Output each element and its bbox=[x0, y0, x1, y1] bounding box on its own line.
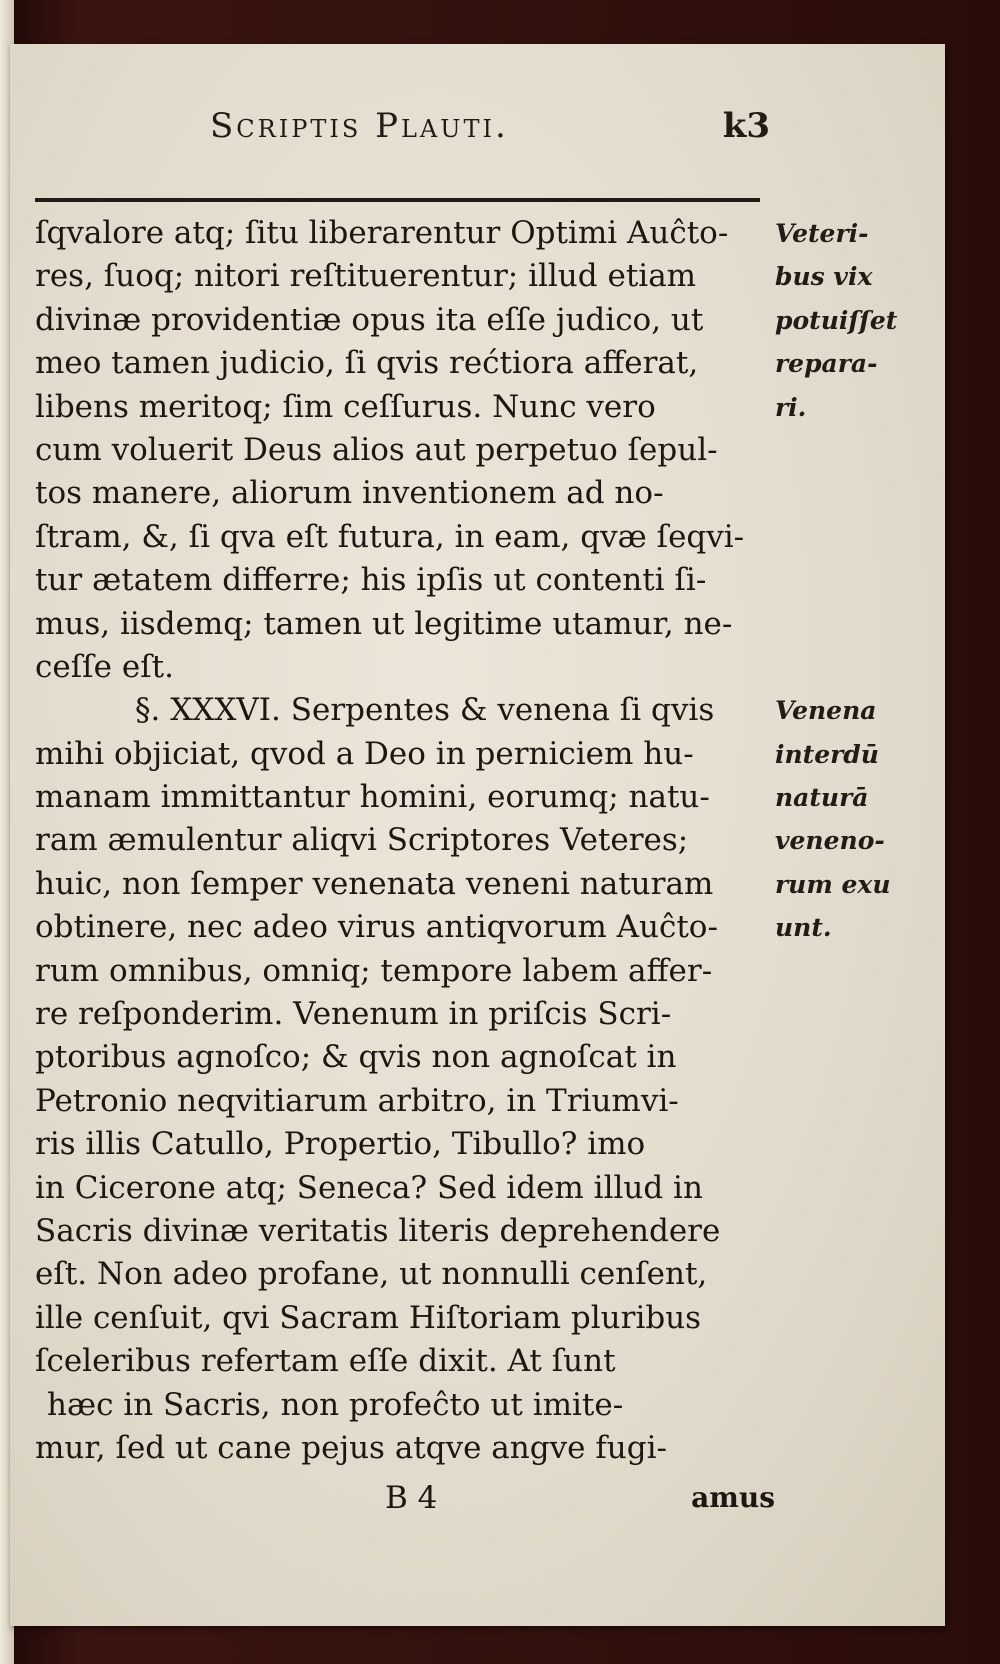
text-line: tur ætatem differre; his ipſis ut contenti ſi- bbox=[35, 562, 707, 599]
text-line: tos manere, aliorum inventionem ad no- bbox=[35, 475, 664, 512]
text-line: eſt. Non adeo profane, ut nonnulli cenſent, bbox=[35, 1256, 708, 1293]
page-footer bbox=[35, 1476, 775, 1520]
margin-note-spacer bbox=[775, 559, 935, 602]
margin-note-line: Veteri- bbox=[775, 219, 869, 248]
book-page bbox=[10, 44, 945, 1626]
text-line: ceſſe eſt. bbox=[35, 648, 174, 685]
text-line: mus, iisdemq; tamen ut legitime utamur, ne- bbox=[35, 605, 733, 642]
text-line: ſceleribus refertam eſſe dixit. At ſunt bbox=[35, 1343, 616, 1380]
running-head: Scriptis Plauti. bbox=[210, 106, 509, 146]
text-line: meo tamen judicio, ſi qvis rećtiora afferat, bbox=[35, 345, 699, 382]
margin-notes bbox=[775, 212, 935, 950]
margin-note-line: repara- bbox=[775, 349, 878, 379]
text-line: Petronio neqvitiarum arbitro, in Triumvi- bbox=[35, 1082, 679, 1119]
text-line: re reſponderim. Venenum in priſcis Scri- bbox=[35, 996, 672, 1033]
margin-note-line: ri. bbox=[775, 392, 807, 422]
text-line: obtinere, nec adeo virus antiqvorum Auĉto- bbox=[35, 909, 718, 946]
text-line: mihi objiciat, qvod a Deo in perniciem hu- bbox=[35, 735, 694, 772]
margin-note-line: interdū bbox=[775, 739, 879, 769]
header-rule bbox=[35, 198, 760, 202]
text-line: libens meritoq; ſim ceſſurus. Nunc vero bbox=[35, 388, 656, 425]
text-line: res, ſuoq; nitori reſtituerentur; illud etiam bbox=[35, 258, 697, 295]
text-line: ſtram, &, ſi qva eſt futura, in eam, qvæ ſeqvi- bbox=[35, 518, 745, 555]
margin-note-spacer bbox=[775, 472, 935, 515]
text-line: divinæ providentiæ opus ita eſſe judico, ut bbox=[35, 301, 704, 338]
text-line: Sacris divinæ veritatis literis deprehendere bbox=[35, 1212, 721, 1249]
catchword: amus bbox=[691, 1481, 775, 1514]
footer-signature: B 4 bbox=[385, 1480, 438, 1516]
margin-note-line: naturā bbox=[775, 783, 869, 813]
text-line: rum omnibus, omniq; tempore labem affer- bbox=[35, 952, 713, 989]
margin-note-line: Venena bbox=[775, 696, 877, 726]
text-line: ptoribus agnoſco; & qvis non agnoſcat in bbox=[35, 1039, 677, 1076]
text-line: mur, ſed ut cane pejus atqve angve fugi- bbox=[35, 1429, 667, 1466]
text-line: ſqvalore atq; ſitu liberarentur Optimi Auĉto- bbox=[35, 215, 729, 251]
margin-note-spacer bbox=[775, 603, 935, 646]
text-line: ram æmulentur aliqvi Scriptores Veteres; bbox=[35, 822, 689, 859]
text-line: hæc in Sacris, non profeĉto ut imite- bbox=[47, 1386, 624, 1423]
margin-note-line: unt. bbox=[775, 913, 832, 943]
margin-note-spacer bbox=[775, 516, 935, 559]
margin-note-line: bus vix bbox=[775, 262, 873, 292]
text-line: manam immittantur homini, eorumq; natu- bbox=[35, 779, 710, 816]
margin-note-line: potuiſſet bbox=[775, 305, 898, 335]
section-heading-line: §. XXXVI. Serpentes & venena ſi qvis bbox=[135, 692, 715, 729]
margin-note-line: veneno- bbox=[775, 826, 885, 856]
text-line: in Cicerone atq; Seneca? Sed idem illud in bbox=[35, 1169, 703, 1206]
margin-note-spacer bbox=[775, 429, 935, 472]
body-text bbox=[35, 212, 775, 1470]
page-header bbox=[210, 106, 770, 162]
margin-note-line: rum exu bbox=[775, 869, 891, 899]
signature-mark: k3 bbox=[722, 106, 770, 146]
text-line: huic, non ſemper venenata veneni naturam bbox=[35, 865, 714, 902]
text-line: ille cenſuit, qvi Sacram Hiſtoriam pluribus bbox=[35, 1299, 702, 1336]
text-line: cum voluerit Deus alios aut perpetuo ſepul- bbox=[35, 431, 718, 468]
text-line: ris illis Catullo, Propertio, Tibullo? imo bbox=[35, 1126, 646, 1163]
margin-note-spacer bbox=[775, 646, 935, 689]
